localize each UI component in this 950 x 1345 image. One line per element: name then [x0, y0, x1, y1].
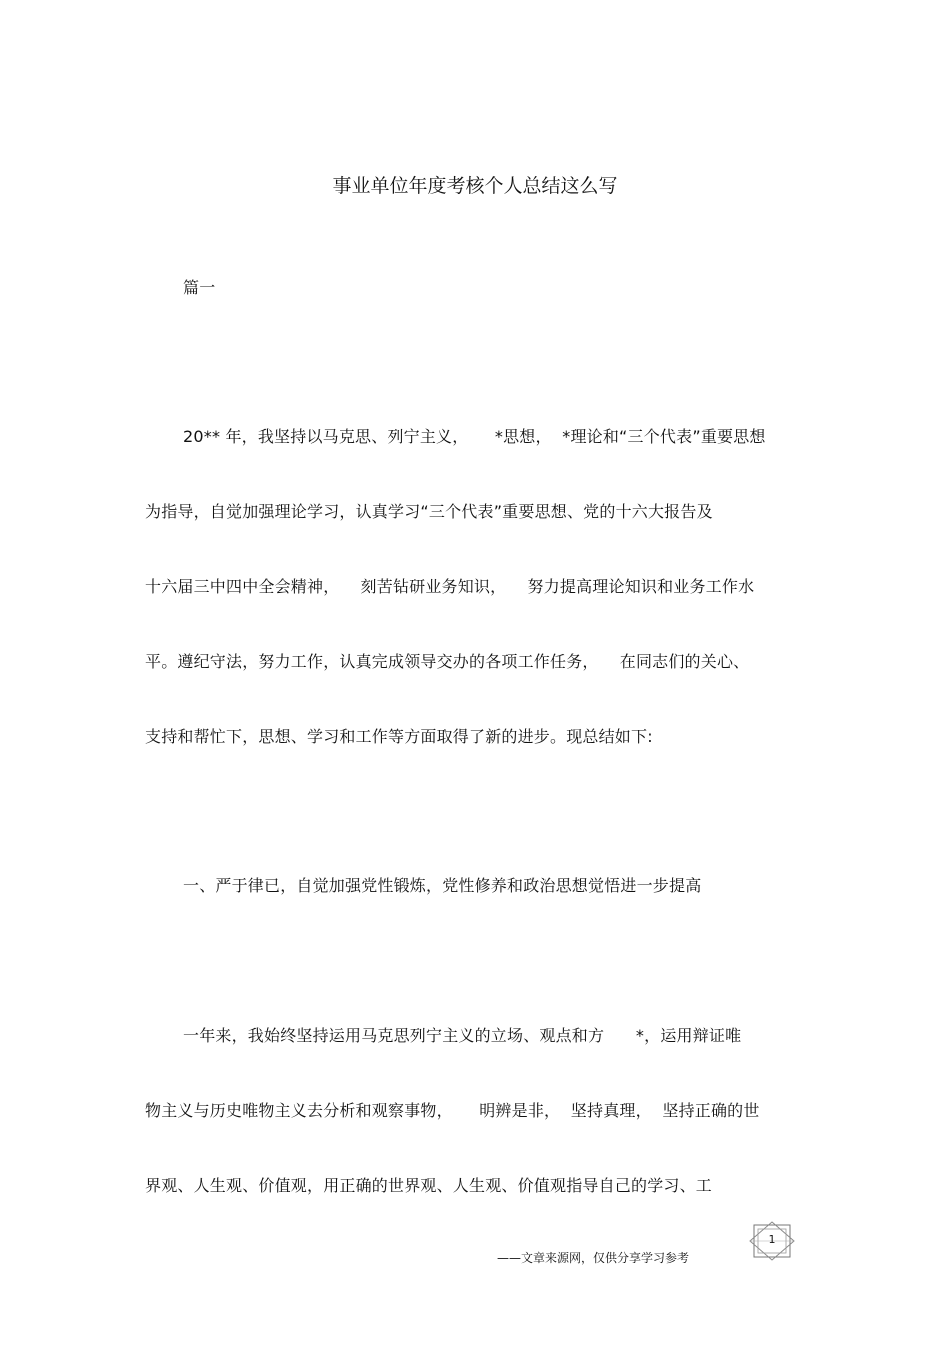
page-number-badge [748, 1221, 796, 1261]
footer-note: ——文章来源网，仅供分享学习参考 [497, 1251, 690, 1265]
paragraph-line: 平。遵纪守法，努力工作，认真完成领导交办的各项工作任务， 在同志们的关心、 [145, 652, 750, 671]
paragraph-line: 界观、人生观、价值观，用正确的世界观、人生观、价值观指导自己的学习、工 [145, 1176, 713, 1195]
section-heading: 一、严于律已，自觉加强党性锻炼，党性修养和政治思想觉悟进一步提高 [183, 876, 702, 895]
paragraph-line: 为指导，自觉加强理论学习，认真学习“三个代表”重要思想、党的十六大报告及 [145, 502, 713, 521]
paragraph-line: 十六届三中四中全会精神， 刻苦钻研业务知识， 努力提高理论知识和业务工作水 [145, 577, 755, 596]
section-label: 篇一 [183, 278, 216, 297]
paragraph-line: 物主义与历史唯物主义去分析和观察事物， 明辨是非， 坚持真理， 坚持正确的世 [145, 1101, 760, 1120]
paragraph-line: 支持和帮忙下，思想、学习和工作等方面取得了新的进步。现总结如下: [145, 727, 653, 746]
document-title: 事业单位年度考核个人总结这么写 [332, 175, 618, 197]
page-number: 1 [768, 1233, 776, 1246]
paragraph-line: 一年来，我始终坚持运用马克思列宁主义的立场、观点和方 *，运用辩证唯 [183, 1026, 742, 1045]
paragraph-line: 20** 年，我坚持以马克思、列宁主义， *思想， *理论和“三个代表”重要思想 [183, 427, 766, 446]
